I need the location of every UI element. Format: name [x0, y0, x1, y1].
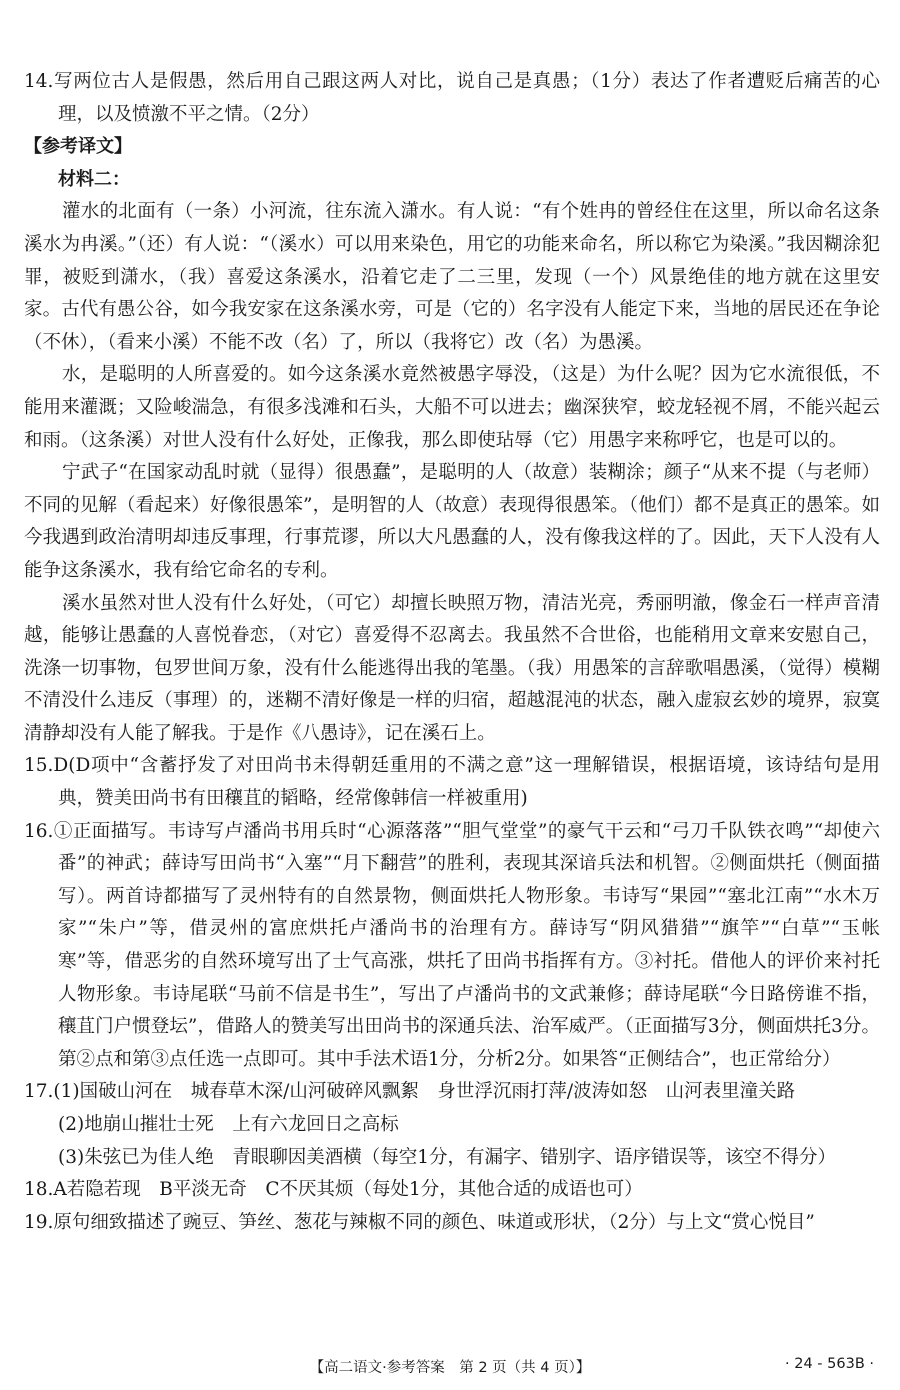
translation-paragraph: 宁武子“在国家动乱时就（显得）很愚蠢”，是聪明的人（故意）装糊涂；颜子“从来不提（与老师）不同的见解（看起来）好像很愚笨”，是明智的人（故意）表现得很愚笨。（他们）都不是真正的愚笨。如今我遇到政治清明却违反事理，行事荒谬，所以大凡愚蠢的人，没有像我这样的了。因此，天下人没有人能争这条溪水，我有给它命名的专利。	[24, 462, 880, 581]
answer-17-part-2: (2)地崩山摧壮士死 上有六龙回日之高标	[58, 1114, 399, 1135]
page-content	[24, 66, 880, 1239]
translation-paragraph: 灌水的北面有（一条）小河流，往东流入潇水。有人说：“有个姓冉的曾经住在这里，所以命名这条溪水为冉溪。”（还）有人说：“（溪水）可以用来染色，用它的功能来命名，所以称它为染溪。”我因糊涂犯罪，被贬到潇水，（我）喜爱这条溪水，沿着它走了二三里，发现（一个）风景绝佳的地方就在这里安家。古代有愚公谷，如今我安家在这条溪水旁，可是（它的）名字没有人能定下来，当地的居民还在争论（不休），（看来小溪）不能不改（名）了，所以（我将它）改（名）为愚溪。	[24, 201, 880, 353]
page-footer	[0, 1352, 900, 1380]
translation-paragraph: 水，是聪明的人所喜爱的。如今这条溪水竟然被愚字辱没，（这是）为什么呢？因为它水流很低，不能用来灌溉；又险峻湍急，有很多浅滩和石头，大船不可以进去；幽深狭窄，蛟龙轻视不屑，不能兴起云和雨。（这条溪）对世人没有什么好处，正像我，那么即使玷辱（它）用愚字来称呼它，也是可以的。	[24, 364, 880, 451]
answer-15: 15.D(D项中“含蓄抒发了对田尚书未得朝廷重用的不满之意”这一理解错误，根据语境，该诗结句是用典，赞美田尚书有田穰苴的韬略，经常像韩信一样被重用)	[24, 755, 880, 810]
answer-18: 18.A若隐若现 B平淡无奇 C不厌其烦（每处1分，其他合适的成语也可）	[24, 1179, 643, 1201]
translation-paragraph: 溪水虽然对世人没有什么好处，（可它）却擅长映照万物，清洁光亮，秀丽明澈，像金石一样声音清越，能够让愚蠢的人喜悦眷恋，（对它）喜爱得不忍离去。我虽然不合世俗，也能稍用文章来安慰自己，洗涤一切事物，包罗世间万象，没有什么能逃得出我的笔墨。（我）用愚笨的言辞歌唱愚溪，（觉得）模糊不清没什么违反（事理）的，迷糊不清好像是一样的归宿，超越混沌的状态，融入虚寂玄妙的境界，寂寞清静却没有人能了解我。于是作《八愚诗》，记在溪石上。	[24, 592, 880, 744]
answer-17-part-3: (3)朱弦已为佳人绝 青眼聊因美酒横（每空1分，有漏字、错别字、语序错误等，该空不得分）	[58, 1146, 836, 1168]
answer-19: 19.原句细致描述了豌豆、笋丝、葱花与辣椒不同的颜色、味道或形状，（2分）与上文“赏心悦目”	[24, 1211, 815, 1233]
answer-17-number: 17.	[24, 1081, 54, 1103]
answer-14: 14.写两位古人是假愚，然后用自己跟这两人对比，说自己是真愚；（1分）表达了作者遭贬后痛苦的心理，以及愤激不平之情。（2分）	[24, 71, 880, 125]
footer-title: 【高二语文·参考答案 第 2 页（共 4 页）】	[309, 1360, 591, 1376]
footer-code: · 24 - 563B ·	[785, 1356, 874, 1372]
answer-17-part-1: 17.(1)国破山河在 城春草木深/山河破碎风飘絮 身世浮沉雨打萍/波涛如怒 山河表里潼关路	[24, 1081, 796, 1103]
material-2-label: 材料二：	[58, 168, 130, 190]
answer-16: 16.①正面描写。韦诗写卢潘尚书用兵时“心源落落”“胆气堂堂”的豪气干云和“弓刀千队铁衣鸣”“却使六番”的神武；薛诗写田尚书“入塞”“月下翻营”的胜利，表现其深谙兵法和机智。②侧面烘托（侧面描写）。两首诗都描写了灵州特有的自然景物，侧面烘托人物形象。韦诗写“果园”“塞北江南”“水木万家”“朱户”等，借灵州的富庶烘托卢潘尚书的治理有方。薛诗写“阴风猎猎”“旗竿”“白草”“玉帐寒”等，借恶劣的自然环境写出了士气高涨，烘托了田尚书指挥有方。③衬托。借他人的评价来衬托人物形象。韦诗尾联“马前不信是书生”，写出了卢潘尚书的文武兼修；薛诗尾联“今日路傍谁不指，穰苴门户惯登坛”，借路人的赞美写出田尚书的深通兵法、治军威严。（正面描写3分，侧面烘托3分。第②点和第③点任选一点即可。其中手法术语1分，分析2分。如果答“正侧结合”，也正常给分）	[24, 820, 880, 1070]
answer-17	[24, 1076, 880, 1174]
translation-heading: 【参考译文】	[24, 136, 132, 158]
